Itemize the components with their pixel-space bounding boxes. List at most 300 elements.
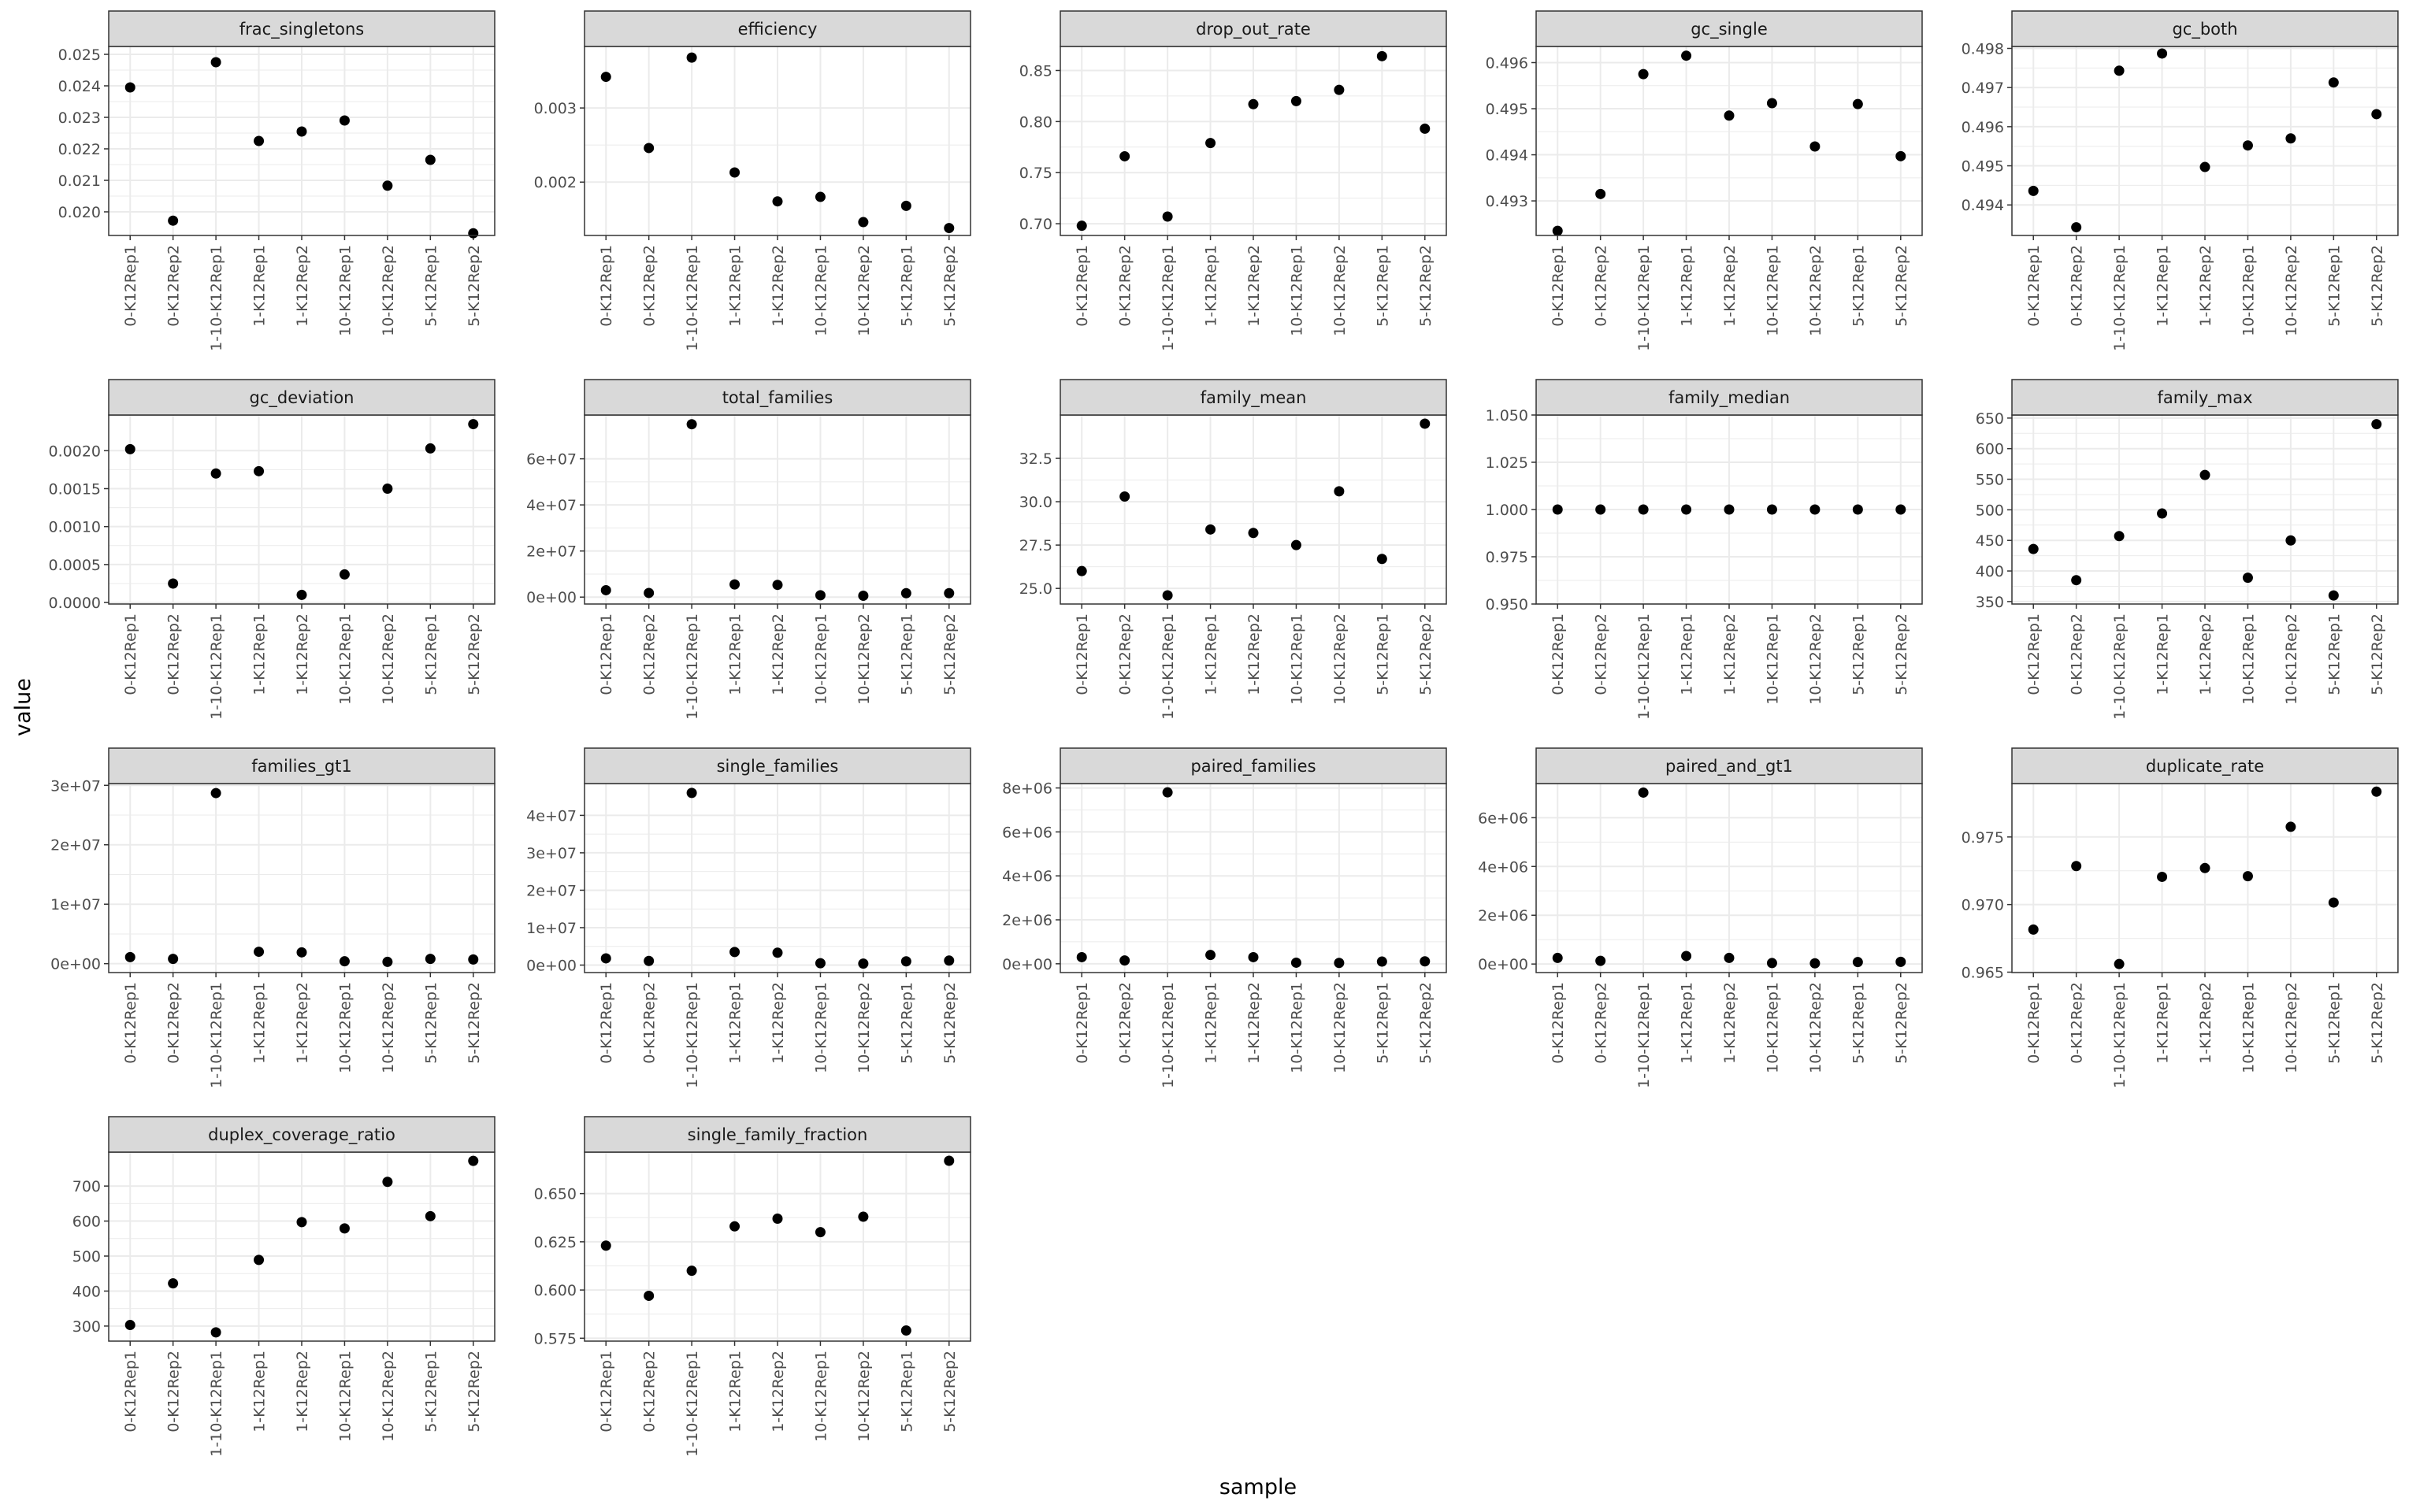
facet-title: efficiency: [737, 20, 818, 39]
y-tick-label: 0.950: [1485, 596, 1528, 613]
x-tick-label: 1-10-K12Rep1: [684, 1351, 702, 1457]
data-point: [1681, 505, 1691, 515]
x-tick-label: 10-K12Rep1: [2240, 245, 2258, 336]
data-point: [168, 1278, 178, 1288]
x-tick-label: 10-K12Rep2: [379, 613, 397, 705]
data-point: [2157, 48, 2167, 58]
x-tick-label: 5-K12Rep1: [422, 245, 440, 327]
x-tick-label: 5-K12Rep2: [941, 245, 959, 327]
facet-title: gc_deviation: [249, 388, 354, 407]
x-tick-label: 5-K12Rep1: [422, 613, 440, 695]
data-point: [1895, 505, 1906, 515]
x-tick-label: 0-K12Rep1: [2025, 613, 2043, 695]
data-point: [2200, 863, 2210, 873]
y-tick-label: 400: [72, 1283, 101, 1301]
x-tick-label: 0-K12Rep2: [165, 1351, 183, 1432]
x-tick-label: 0-K12Rep1: [122, 1351, 140, 1432]
y-tick-label: 0.600: [533, 1282, 577, 1300]
y-tick-label: 0.0000: [48, 595, 101, 613]
x-tick-label: 1-K12Rep1: [251, 613, 269, 695]
y-tick-label: 0.975: [1961, 828, 2004, 847]
y-tick-label: 0.002: [533, 174, 577, 192]
y-tick-label: 2e+06: [1002, 912, 1052, 930]
data-point: [1249, 952, 1259, 962]
y-tick-label: 6e+06: [1002, 824, 1052, 842]
facet-title: single_family_fraction: [687, 1125, 868, 1144]
data-point: [2329, 591, 2339, 601]
y-tick-label: 0e+00: [526, 957, 577, 975]
data-point: [1420, 956, 1430, 966]
x-tick-label: 0-K12Rep1: [598, 982, 616, 1064]
y-tick-label: 2e+07: [526, 543, 577, 561]
y-tick-label: 0.80: [1019, 113, 1052, 132]
x-tick-label: 1-K12Rep1: [726, 245, 744, 327]
data-point: [901, 1325, 911, 1336]
facet-panel: [58, 11, 495, 351]
x-tick-label: 1-K12Rep1: [1202, 982, 1220, 1064]
data-point: [1767, 98, 1777, 109]
data-point: [729, 580, 740, 590]
x-tick-label: 10-K12Rep1: [1288, 982, 1306, 1073]
facet-panel: [534, 1117, 971, 1457]
data-point: [125, 952, 135, 962]
data-point: [1895, 151, 1906, 161]
x-tick-label: 10-K12Rep2: [1331, 982, 1349, 1073]
x-tick-label: 1-K12Rep1: [1202, 245, 1220, 327]
data-point: [944, 955, 954, 965]
x-tick-label: 1-10-K12Rep1: [684, 245, 702, 351]
y-tick-label: 0.025: [58, 46, 101, 64]
x-tick-label: 1-K12Rep1: [251, 1351, 269, 1432]
y-tick-label: 30.0: [1019, 494, 1052, 512]
y-tick-label: 0.625: [533, 1233, 577, 1251]
x-tick-label: 1-K12Rep1: [1678, 982, 1696, 1064]
x-tick-label: 5-K12Rep1: [422, 982, 440, 1064]
x-tick-label: 5-K12Rep1: [898, 982, 916, 1064]
facet-title: family_mean: [1200, 388, 1307, 407]
data-point: [2285, 536, 2296, 546]
data-point: [168, 578, 178, 588]
x-tick-label: 10-K12Rep2: [2282, 245, 2300, 336]
facet-title: duplex_coverage_ratio: [208, 1125, 395, 1144]
data-point: [644, 1291, 654, 1301]
x-tick-label: 0-K12Rep1: [122, 245, 140, 327]
x-tick-label: 5-K12Rep2: [2368, 613, 2386, 695]
x-tick-label: 1-10-K12Rep1: [1160, 245, 1178, 351]
x-tick-label: 10-K12Rep1: [2240, 613, 2258, 705]
x-tick-label: 1-K12Rep2: [294, 245, 311, 327]
y-tick-label: 600: [1975, 440, 2004, 458]
data-point: [729, 168, 740, 178]
y-tick-label: 0.496: [1961, 118, 2004, 136]
x-tick-label: 10-K12Rep2: [855, 1351, 873, 1442]
x-tick-label: 0-K12Rep2: [1116, 613, 1134, 695]
data-point: [1119, 151, 1130, 161]
data-point: [1119, 491, 1130, 502]
y-tick-label: 0.0015: [48, 480, 101, 498]
x-tick-label: 10-K12Rep1: [2240, 982, 2258, 1073]
data-point: [1077, 566, 1087, 576]
x-tick-label: 1-K12Rep1: [2154, 613, 2172, 695]
x-tick-label: 10-K12Rep2: [379, 245, 397, 336]
x-tick-label: 5-K12Rep1: [1850, 982, 1868, 1064]
data-point: [1639, 505, 1649, 515]
x-tick-label: 5-K12Rep2: [2368, 245, 2386, 327]
y-tick-label: 27.5: [1019, 537, 1052, 555]
data-point: [944, 223, 954, 233]
data-point: [901, 588, 911, 598]
y-tick-label: 0.965: [1961, 964, 2004, 982]
data-point: [1553, 505, 1563, 515]
data-point: [2028, 544, 2039, 554]
x-tick-label: 0-K12Rep1: [1074, 245, 1092, 327]
x-tick-label: 5-K12Rep1: [1850, 613, 1868, 695]
facet-panel: [72, 1117, 495, 1457]
data-point: [2114, 65, 2125, 76]
y-tick-label: 300: [72, 1317, 101, 1336]
data-point: [2285, 821, 2296, 832]
data-point: [1077, 220, 1087, 231]
data-point: [858, 958, 868, 969]
y-tick-label: 350: [1975, 593, 2004, 611]
x-tick-label: 1-10-K12Rep1: [1635, 245, 1654, 351]
data-point: [2243, 573, 2253, 583]
data-point: [1595, 956, 1605, 966]
facet-panel: [526, 748, 971, 1088]
x-tick-label: 1-10-K12Rep1: [208, 245, 226, 351]
data-point: [1853, 505, 1863, 515]
data-point: [1895, 957, 1906, 967]
data-point: [687, 788, 697, 798]
x-tick-label: 0-K12Rep2: [1116, 982, 1134, 1064]
x-tick-label: 1-K12Rep2: [1245, 245, 1263, 327]
data-point: [858, 217, 868, 228]
data-point: [1681, 50, 1691, 61]
data-point: [1205, 524, 1216, 535]
data-point: [858, 591, 868, 601]
facet-panel: [1962, 11, 2398, 351]
x-tick-label: 1-K12Rep1: [726, 613, 744, 695]
y-tick-label: 0e+00: [526, 589, 577, 607]
data-point: [1809, 958, 1820, 969]
data-point: [254, 466, 264, 476]
data-point: [425, 155, 436, 165]
y-tick-label: 4e+06: [1002, 868, 1052, 886]
x-tick-label: 0-K12Rep1: [122, 613, 140, 695]
data-point: [1377, 51, 1387, 61]
y-tick-label: 0.0020: [48, 443, 101, 461]
x-tick-label: 5-K12Rep2: [465, 613, 483, 695]
x-tick-label: 1-K12Rep2: [294, 982, 311, 1064]
data-point: [1291, 540, 1301, 550]
data-point: [687, 1266, 697, 1276]
x-tick-label: 5-K12Rep1: [898, 613, 916, 695]
data-point: [773, 196, 783, 206]
data-point: [944, 588, 954, 598]
data-point: [2028, 925, 2039, 935]
x-tick-label: 5-K12Rep2: [1416, 245, 1435, 327]
x-tick-label: 0-K12Rep2: [165, 613, 183, 695]
data-point: [1724, 110, 1735, 120]
x-tick-label: 5-K12Rep2: [941, 982, 959, 1064]
data-point: [211, 57, 221, 68]
facet-panel: [1976, 380, 2398, 720]
x-tick-label: 5-K12Rep2: [1892, 982, 1910, 1064]
x-tick-label: 10-K12Rep2: [2282, 982, 2300, 1073]
x-tick-label: 0-K12Rep1: [598, 613, 616, 695]
data-point: [2200, 470, 2210, 480]
data-point: [297, 590, 307, 600]
data-point: [644, 587, 654, 598]
x-tick-label: 0-K12Rep1: [598, 245, 616, 327]
x-tick-label: 10-K12Rep2: [1331, 613, 1349, 705]
data-point: [2071, 575, 2081, 585]
data-point: [815, 590, 826, 600]
data-point: [2371, 109, 2381, 119]
y-tick-label: 2e+06: [1478, 907, 1528, 925]
x-tick-label: 0-K12Rep2: [640, 245, 659, 327]
data-point: [2371, 419, 2381, 429]
y-tick-label: 600: [72, 1213, 101, 1231]
x-tick-label: 1-K12Rep2: [2197, 613, 2214, 695]
data-point: [2200, 162, 2210, 172]
y-tick-label: 3e+07: [526, 844, 577, 862]
y-tick-label: 2e+07: [50, 836, 101, 854]
y-tick-label: 0.495: [1485, 101, 1528, 119]
y-tick-label: 0.022: [58, 141, 101, 158]
facet-panel: [526, 380, 971, 720]
facet-title: single_families: [716, 757, 839, 776]
y-tick-label: 500: [1975, 502, 2004, 520]
x-tick-label: 1-K12Rep2: [1721, 982, 1739, 1064]
y-tick-label: 550: [1975, 471, 2004, 489]
y-tick-label: 4e+06: [1478, 858, 1528, 876]
data-point: [1163, 590, 1173, 600]
data-point: [1377, 957, 1387, 967]
y-tick-label: 0.75: [1019, 165, 1052, 183]
data-point: [1639, 69, 1649, 80]
data-point: [340, 116, 350, 126]
x-tick-label: 10-K12Rep2: [379, 1351, 397, 1442]
x-tick-label: 1-K12Rep2: [770, 1351, 787, 1432]
x-tick-label: 10-K12Rep1: [336, 245, 354, 336]
data-point: [1595, 505, 1605, 515]
data-point: [644, 956, 654, 966]
data-point: [1724, 505, 1735, 515]
data-point: [773, 1214, 783, 1224]
facet-title: drop_out_rate: [1196, 20, 1311, 39]
y-tick-label: 1e+07: [50, 896, 101, 914]
y-tick-label: 0.495: [1961, 158, 2004, 176]
x-tick-label: 1-K12Rep1: [726, 982, 744, 1064]
data-point: [815, 192, 826, 202]
y-tick-label: 6e+06: [1478, 810, 1528, 828]
y-tick-label: 0e+00: [1002, 955, 1052, 973]
facet-panel: [1486, 11, 1922, 351]
x-tick-label: 1-K12Rep2: [1245, 982, 1263, 1064]
x-tick-label: 10-K12Rep1: [812, 1351, 830, 1442]
data-point: [211, 469, 221, 479]
data-point: [1291, 96, 1301, 106]
y-tick-label: 25.0: [1019, 580, 1052, 598]
x-tick-label: 1-10-K12Rep1: [2111, 613, 2129, 720]
data-point: [168, 954, 178, 964]
data-point: [297, 127, 307, 137]
data-point: [1681, 951, 1691, 961]
y-tick-label: 0.493: [1485, 193, 1528, 211]
facet-panel: [1019, 380, 1446, 720]
data-point: [254, 136, 264, 146]
x-tick-label: 1-K12Rep1: [2154, 982, 2172, 1064]
data-point: [125, 1320, 135, 1330]
x-tick-label: 1-K12Rep1: [251, 245, 269, 327]
facet-title: family_median: [1668, 388, 1791, 407]
data-point: [773, 947, 783, 958]
x-tick-label: 10-K12Rep1: [336, 1351, 354, 1442]
data-point: [1205, 950, 1216, 960]
facet-title: family_max: [2157, 388, 2253, 407]
y-tick-label: 700: [72, 1178, 101, 1196]
x-tick-label: 10-K12Rep1: [1764, 245, 1782, 336]
x-tick-label: 10-K12Rep1: [1288, 245, 1306, 336]
data-point: [1767, 505, 1777, 515]
y-tick-label: 0.85: [1019, 62, 1052, 80]
data-point: [1163, 788, 1173, 798]
facet-title: paired_and_gt1: [1665, 757, 1793, 776]
facet-panel: [534, 11, 971, 351]
x-tick-label: 1-10-K12Rep1: [2111, 982, 2129, 1088]
data-point: [2371, 787, 2381, 797]
y-tick-label: 2e+07: [526, 882, 577, 900]
x-tick-label: 5-K12Rep2: [941, 1351, 959, 1432]
data-point: [2114, 531, 2125, 541]
x-tick-label: 5-K12Rep1: [2325, 613, 2344, 695]
facet-panels: [49, 11, 2398, 1457]
x-tick-label: 10-K12Rep1: [812, 245, 830, 336]
x-tick-label: 10-K12Rep2: [855, 245, 873, 336]
data-point: [125, 83, 135, 93]
y-tick-label: 0.0010: [48, 518, 101, 536]
x-tick-label: 5-K12Rep1: [1374, 613, 1392, 695]
data-point: [2329, 898, 2339, 908]
x-tick-label: 1-K12Rep1: [2154, 245, 2172, 327]
data-point: [1553, 953, 1563, 963]
data-point: [815, 958, 826, 969]
x-tick-label: 1-K12Rep2: [770, 245, 787, 327]
data-point: [2157, 872, 2167, 882]
y-tick-label: 1.000: [1485, 502, 1528, 519]
y-tick-label: 4e+07: [526, 497, 577, 515]
data-point: [340, 1223, 350, 1233]
x-tick-label: 1-K12Rep1: [1678, 613, 1696, 695]
data-point: [468, 1156, 478, 1166]
data-point: [1334, 486, 1344, 496]
data-point: [425, 954, 436, 964]
data-point: [382, 957, 392, 967]
x-tick-label: 0-K12Rep2: [640, 1351, 659, 1432]
facet-title: gc_single: [1691, 20, 1768, 39]
x-tick-label: 1-K12Rep2: [1245, 613, 1263, 695]
y-tick-label: 0.024: [58, 78, 101, 95]
x-tick-label: 1-K12Rep2: [294, 613, 311, 695]
y-tick-label: 650: [1975, 410, 2004, 428]
x-tick-label: 0-K12Rep1: [1550, 245, 1568, 327]
x-tick-label: 1-10-K12Rep1: [2111, 245, 2129, 351]
data-point: [168, 216, 178, 226]
data-point: [1853, 99, 1863, 109]
y-tick-label: 0.70: [1019, 216, 1052, 234]
x-tick-label: 0-K12Rep1: [122, 982, 140, 1064]
data-point: [1853, 957, 1863, 967]
facet-panel: [1962, 748, 2398, 1088]
y-tick-label: 0e+00: [1478, 956, 1528, 974]
x-tick-label: 10-K12Rep2: [855, 613, 873, 705]
x-tick-label: 10-K12Rep2: [1806, 245, 1824, 336]
y-tick-label: 0e+00: [50, 955, 101, 973]
data-point: [815, 1227, 826, 1237]
data-point: [729, 1221, 740, 1232]
x-tick-label: 1-K12Rep2: [1721, 245, 1739, 327]
data-point: [297, 947, 307, 958]
data-point: [729, 947, 740, 957]
x-tick-label: 0-K12Rep2: [1592, 244, 1610, 327]
data-point: [2157, 509, 2167, 519]
x-tick-label: 10-K12Rep1: [812, 613, 830, 705]
y-axis-title: value: [11, 678, 35, 736]
y-tick-label: 0.0005: [48, 556, 101, 574]
x-tick-label: 10-K12Rep2: [2282, 613, 2300, 705]
data-point: [2329, 77, 2339, 87]
data-point: [1724, 953, 1735, 963]
data-point: [340, 569, 350, 580]
data-point: [1249, 99, 1259, 109]
x-tick-label: 10-K12Rep1: [336, 982, 354, 1073]
x-tick-label: 5-K12Rep2: [465, 245, 483, 327]
data-point: [2243, 140, 2253, 150]
data-point: [1767, 958, 1777, 968]
data-point: [1334, 85, 1344, 95]
x-tick-label: 10-K12Rep1: [812, 982, 830, 1073]
x-tick-label: 0-K12Rep1: [2025, 982, 2043, 1064]
data-point: [382, 484, 392, 494]
data-point: [340, 956, 350, 966]
x-tick-label: 5-K12Rep2: [465, 982, 483, 1064]
y-tick-label: 0.021: [58, 172, 101, 190]
data-point: [2071, 222, 2081, 232]
data-point: [687, 419, 697, 429]
x-tick-label: 1-K12Rep1: [726, 1351, 744, 1432]
x-tick-label: 10-K12Rep2: [1806, 613, 1824, 705]
x-tick-label: 0-K12Rep1: [1550, 982, 1568, 1064]
x-tick-label: 5-K12Rep2: [465, 1351, 483, 1432]
y-tick-label: 6e+07: [526, 450, 577, 469]
x-tick-label: 0-K12Rep1: [1550, 613, 1568, 695]
x-tick-label: 0-K12Rep2: [165, 982, 183, 1064]
data-point: [425, 443, 436, 454]
x-tick-label: 5-K12Rep2: [1892, 613, 1910, 695]
x-tick-label: 0-K12Rep2: [2068, 245, 2086, 327]
x-tick-label: 1-K12Rep2: [770, 613, 787, 695]
facet-panel: [50, 748, 495, 1088]
x-tick-label: 1-10-K12Rep1: [1635, 613, 1654, 720]
y-tick-label: 0.498: [1961, 40, 2004, 58]
y-tick-label: 8e+06: [1002, 780, 1052, 798]
x-tick-label: 5-K12Rep1: [898, 1351, 916, 1432]
x-tick-label: 5-K12Rep2: [941, 613, 959, 695]
y-tick-label: 400: [1975, 563, 2004, 581]
x-tick-label: 0-K12Rep1: [2025, 245, 2043, 327]
data-point: [1249, 528, 1259, 538]
